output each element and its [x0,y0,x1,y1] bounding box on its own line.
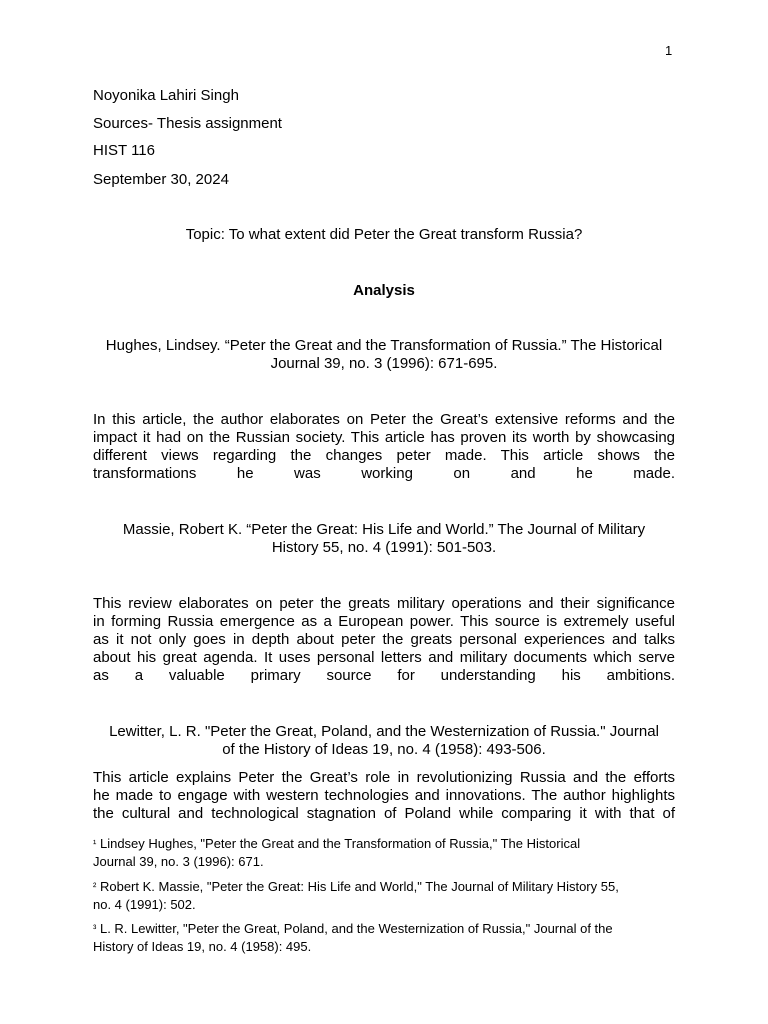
source-annotation [93,769,675,823]
citation-line: History 55, no. 4 (1991): 501-503. [271,539,497,556]
citation-line: Journal 39, no. 3 (1996): 671-695. [270,355,498,372]
source-citation [93,723,675,759]
source-annotation [93,595,675,685]
footnote-text: Robert K. Massie, "Peter the Great: His Life and World," The Journal of Military History 55, [99,879,619,894]
annotation-line: impact it had on the Russian society. This article has proven its worth by showcasing [93,429,675,446]
annotation-line: transformations he was working on and he made. [93,465,675,482]
annotation-line: different views regarding the changes peter made. This article shows the [93,447,675,464]
footnote-mark: ³ [93,924,97,935]
footnote-text: History of Ideas 19, no. 4 (1958): 495. [93,939,312,954]
footnote [93,879,675,913]
annotation-line: This review elaborates on peter the greats military operations and their significance [93,595,675,612]
annotation-line: This article explains Peter the Great’s role in revolutionizing Russia and the efforts [93,769,675,786]
assignment-title: Sources- Thesis assignment [93,115,282,132]
footnote-mark: ¹ [93,839,97,850]
source-annotation [93,411,675,483]
footnote-text: L. R. Lewitter, "Peter the Great, Poland, and the Westernization of Russia," Journal of the [99,921,613,936]
footnote-mark: ² [93,882,97,893]
course-code: HIST 116 [93,142,155,159]
footnote-text: no. 4 (1991): 502. [93,897,196,912]
annotation-line: In this article, the author elaborates on Peter the Great’s extensive reforms and the [93,411,675,428]
document-date: September 30, 2024 [93,171,229,188]
annotation-line: he made to engage with western technologies and innovations. The author highlights [93,787,675,804]
footnote [93,921,675,955]
source-citation [93,521,675,557]
citation-line: Massie, Robert K. “Peter the Great: His Life and World.” The Journal of Military [122,521,646,538]
author-name: Noyonika Lahiri Singh [93,87,239,104]
citation-line: Lewitter, L. R. "Peter the Great, Poland, and the Westernization of Russia." Journal [109,723,659,740]
annotation-line: in forming Russia emergence as a European power. This source is extremely useful [93,613,675,630]
annotation-line: as a valuable primary source for understanding his ambitions. [93,667,675,684]
annotation-line: the cultural and technological stagnation of Poland while comparing it with that of [93,805,675,822]
citation-line: Hughes, Lindsey. “Peter the Great and the Transformation of Russia.” The Historical [105,337,663,354]
footnote [93,836,675,870]
footnote-text: Lindsey Hughes, "Peter the Great and the Transformation of Russia," The Historical [99,836,581,851]
annotation-line: about his great agenda. It uses personal letters and military documents which serve [93,649,675,666]
citation-line: of the History of Ideas 19, no. 4 (1958): 493-506. [222,741,546,758]
source-citation [93,337,675,373]
section-heading: Analysis [353,282,415,299]
page-number: 1 [665,43,673,58]
footnote-text: Journal 39, no. 3 (1996): 671. [93,854,264,869]
topic-line: Topic: To what extent did Peter the Great transform Russia? [185,226,583,243]
annotation-line: as it not only goes in depth about peter the greats personal experiences and talks [93,631,675,648]
